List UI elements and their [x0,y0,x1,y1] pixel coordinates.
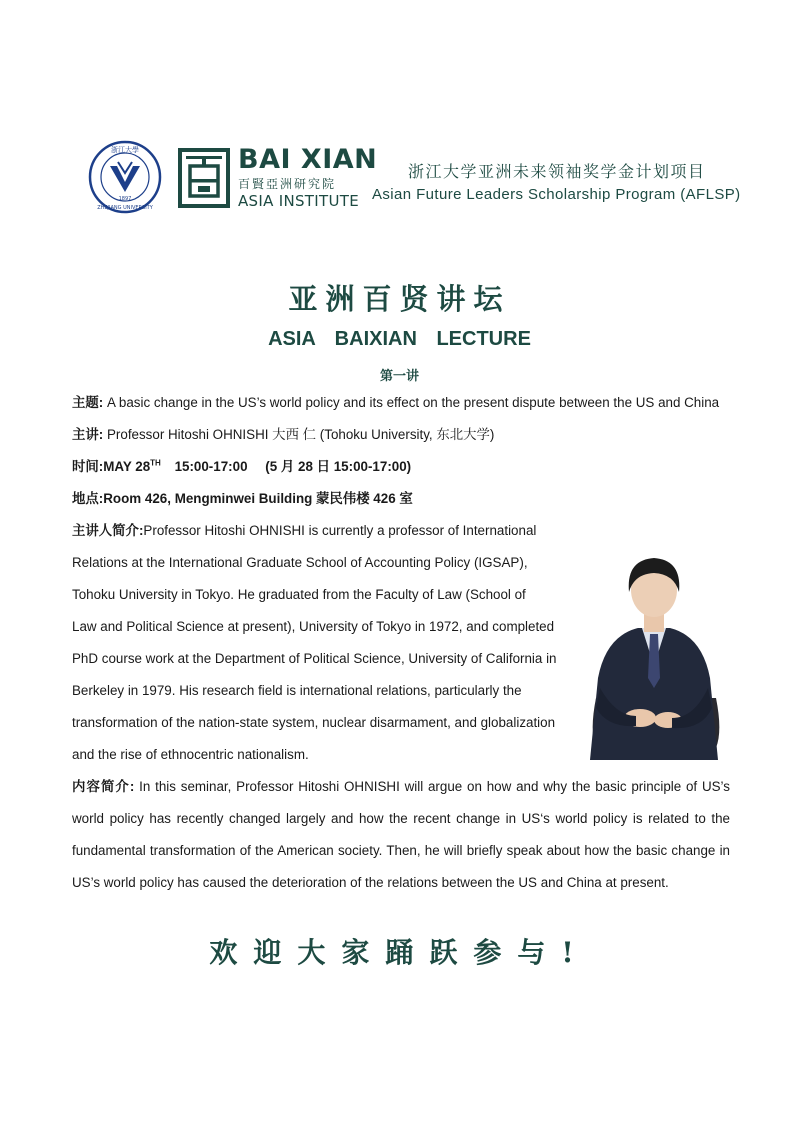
content-line [72,778,730,796]
time-cn: (5 月 28 日 15:00-17:00) [265,459,412,474]
speaker-photo [576,548,732,760]
time-hours: 15:00-17:00 [174,459,248,474]
content-label: 内容简介: [72,779,135,794]
baixian-name: BAI XIAN [238,144,378,175]
baixian-institute: ASIA INSTITUTE [238,192,359,210]
time-date: MAY 28 [103,459,151,474]
speaker-line [72,426,494,444]
content-line: fundamental transformation of the American society. Then, he will briefly speak about how the basic change in [72,843,730,858]
bio-label: 主讲人简介: [72,523,144,538]
bio-line: Law and Political Science at present), University of Tokyo in 1972, and completed [72,619,555,634]
time-date-suffix: TH [150,458,161,468]
svg-text:1897: 1897 [118,196,132,202]
topic-text: A basic change in the US’s world policy and its effect on the present dispute between the US and China [106,395,720,410]
place-line [72,490,413,508]
lecture-title-cn: 亚洲百贤讲坛 [288,282,511,316]
svg-text:ZHEJIANG UNIVERSITY: ZHEJIANG UNIVERSITY [97,205,153,211]
bio-line [72,522,536,540]
baixian-mark-icon [178,148,230,208]
content-line: US’s world policy has caused the deterioration of the relations between the US and China at present. [72,875,669,890]
lecture-title-en: ASIA BAIXIAN LECTURE [268,328,531,350]
time-label: 时间: [72,459,104,474]
content-line: world policy has recently changed largely and how the recent change in US‘s world policy is related to the [72,811,730,826]
time-line [72,458,411,476]
place-label: 地点: [72,491,104,506]
bio-line: transformation of the nation-state system, nuclear disarmament, and globalization [72,715,556,730]
speaker-label: 主讲: [72,427,104,442]
baixian-chinese-name: 百賢亞洲研究院 [238,177,337,191]
bio-line: PhD course work at the Department of Political Science, University of California in [72,651,557,666]
topic-line [72,394,719,412]
bio-text: Professor Hitoshi OHNISHI is currently a professor of International [143,523,537,538]
bio-line: Relations at the International Graduate School of Accounting Policy (IGSAP), [72,555,528,570]
content-text: In this seminar, Professor Hitoshi OHNISHI will argue on how and why the basic principle of US’s [139,779,730,794]
lecture-number: 第一讲 [379,368,419,383]
bio-line: Tohoku University in Tokyo. He graduated from the Faculty of Law (School of [72,587,526,602]
program-title-en: Asian Future Leaders Scholarship Program (AFLSP) [372,186,741,203]
program-title-cn: 浙江大学亚洲未来领袖奖学金计划项目 [408,162,706,181]
place-text: Room 426, Mengminwei Building 蒙民伟楼 426 室 [103,491,413,506]
topic-label: 主题: [72,395,104,410]
bio-line: and the rise of ethnocentric nationalism. [72,747,309,762]
zju-emblem [88,140,162,214]
welcome-slogan: 欢迎大家踊跃参与! [209,936,590,969]
svg-text:浙江大學: 浙江大學 [111,146,139,154]
speaker-text: Professor Hitoshi OHNISHI 大西 仁 (Tohoku University, 东北大学) [106,427,495,442]
bio-line: Berkeley in 1979. His research field is international relations, particularly the [72,683,522,698]
